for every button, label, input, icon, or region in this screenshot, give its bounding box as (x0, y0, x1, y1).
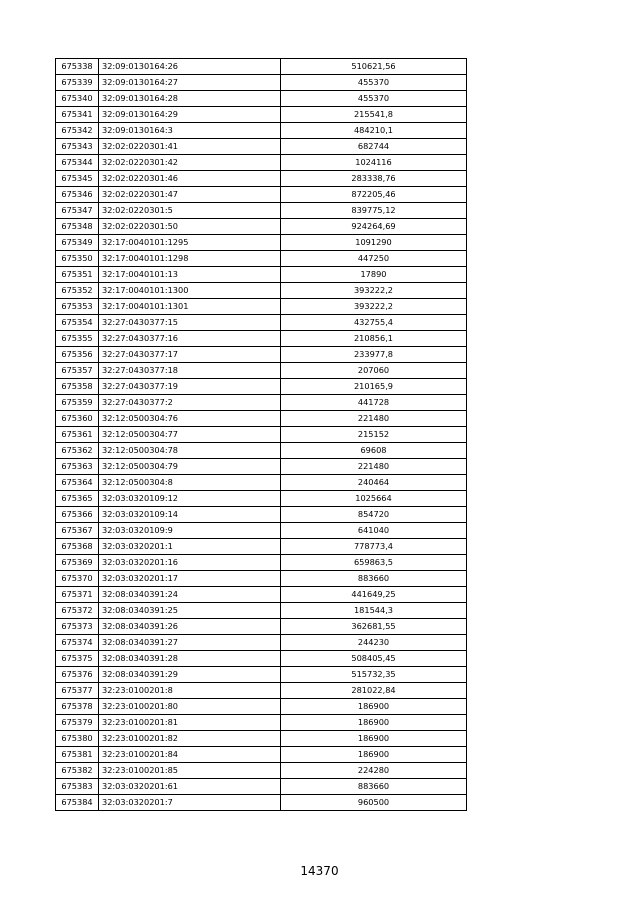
row-id-cell: 675354 (56, 315, 99, 331)
row-id-cell: 675356 (56, 347, 99, 363)
row-id-cell: 675373 (56, 619, 99, 635)
row-id-cell: 675365 (56, 491, 99, 507)
cadastral-value-cell: 244230 (281, 635, 467, 651)
cadastral-value-cell: 181544,3 (281, 603, 467, 619)
cadastral-number-cell: 32:27:0430377:17 (99, 347, 281, 363)
row-id-cell: 675355 (56, 331, 99, 347)
row-id-cell: 675379 (56, 715, 99, 731)
cadastral-number-cell: 32:27:0430377:15 (99, 315, 281, 331)
row-id-cell: 675346 (56, 187, 99, 203)
cadastral-value-table (55, 58, 467, 811)
table-row (56, 411, 467, 427)
row-id-cell: 675367 (56, 523, 99, 539)
cadastral-number-cell: 32:02:0220301:47 (99, 187, 281, 203)
cadastral-value-cell: 207060 (281, 363, 467, 379)
row-id-cell: 675351 (56, 267, 99, 283)
row-id-cell: 675342 (56, 123, 99, 139)
cadastral-number-cell: 32:23:0100201:81 (99, 715, 281, 731)
cadastral-number-cell: 32:02:0220301:42 (99, 155, 281, 171)
cadastral-value-cell: 778773,4 (281, 539, 467, 555)
row-id-cell: 675381 (56, 747, 99, 763)
table-row (56, 683, 467, 699)
cadastral-number-cell: 32:08:0340391:24 (99, 587, 281, 603)
table-row (56, 395, 467, 411)
row-id-cell: 675348 (56, 219, 99, 235)
table-row (56, 187, 467, 203)
cadastral-number-cell: 32:27:0430377:19 (99, 379, 281, 395)
cadastral-number-cell: 32:12:0500304:79 (99, 459, 281, 475)
cadastral-value-cell: 447250 (281, 251, 467, 267)
row-id-cell: 675368 (56, 539, 99, 555)
cadastral-number-cell: 32:03:0320201:7 (99, 795, 281, 811)
row-id-cell: 675359 (56, 395, 99, 411)
row-id-cell: 675376 (56, 667, 99, 683)
cadastral-value-cell: 186900 (281, 747, 467, 763)
table-row (56, 651, 467, 667)
cadastral-number-cell: 32:27:0430377:16 (99, 331, 281, 347)
cadastral-value-cell: 186900 (281, 715, 467, 731)
cadastral-number-cell: 32:17:0040101:13 (99, 267, 281, 283)
cadastral-number-cell: 32:03:0320201:1 (99, 539, 281, 555)
cadastral-value-cell: 186900 (281, 699, 467, 715)
cadastral-number-cell: 32:03:0320201:17 (99, 571, 281, 587)
row-id-cell: 675353 (56, 299, 99, 315)
cadastral-number-cell: 32:09:0130164:3 (99, 123, 281, 139)
cadastral-value-cell: 393222,2 (281, 299, 467, 315)
cadastral-value-cell: 215541,8 (281, 107, 467, 123)
table-row (56, 539, 467, 555)
cadastral-value-cell: 1025664 (281, 491, 467, 507)
table-row (56, 619, 467, 635)
table-row (56, 267, 467, 283)
cadastral-value-cell: 69608 (281, 443, 467, 459)
cadastral-number-cell: 32:02:0220301:5 (99, 203, 281, 219)
table-row (56, 171, 467, 187)
cadastral-value-cell: 455370 (281, 91, 467, 107)
row-id-cell: 675347 (56, 203, 99, 219)
table-row (56, 331, 467, 347)
table-row (56, 363, 467, 379)
cadastral-value-cell: 221480 (281, 411, 467, 427)
cadastral-number-cell: 32:09:0130164:27 (99, 75, 281, 91)
cadastral-number-cell: 32:03:0320201:16 (99, 555, 281, 571)
cadastral-value-cell: 883660 (281, 779, 467, 795)
cadastral-value-cell: 854720 (281, 507, 467, 523)
page-number: 14370 (300, 864, 339, 878)
cadastral-value-cell: 221480 (281, 459, 467, 475)
cadastral-value-cell: 515732,35 (281, 667, 467, 683)
table-row (56, 603, 467, 619)
table-row (56, 427, 467, 443)
table-row (56, 747, 467, 763)
cadastral-number-cell: 32:08:0340391:26 (99, 619, 281, 635)
table-row (56, 299, 467, 315)
cadastral-number-cell: 32:23:0100201:82 (99, 731, 281, 747)
row-id-cell: 675338 (56, 59, 99, 75)
row-id-cell: 675371 (56, 587, 99, 603)
cadastral-number-cell: 32:02:0220301:50 (99, 219, 281, 235)
cadastral-value-cell: 510621,56 (281, 59, 467, 75)
cadastral-number-cell: 32:03:0320109:12 (99, 491, 281, 507)
cadastral-value-cell: 215152 (281, 427, 467, 443)
row-id-cell: 675363 (56, 459, 99, 475)
table-row (56, 555, 467, 571)
row-id-cell: 675344 (56, 155, 99, 171)
cadastral-number-cell: 32:17:0040101:1298 (99, 251, 281, 267)
table-row (56, 443, 467, 459)
table-row (56, 139, 467, 155)
cadastral-value-cell: 960500 (281, 795, 467, 811)
row-id-cell: 675352 (56, 283, 99, 299)
row-id-cell: 675357 (56, 363, 99, 379)
row-id-cell: 675340 (56, 91, 99, 107)
table-row (56, 75, 467, 91)
row-id-cell: 675380 (56, 731, 99, 747)
row-id-cell: 675372 (56, 603, 99, 619)
cadastral-value-cell: 186900 (281, 731, 467, 747)
table-row (56, 587, 467, 603)
table-row (56, 235, 467, 251)
table-row (56, 731, 467, 747)
cadastral-value-cell: 210856,1 (281, 331, 467, 347)
cadastral-number-cell: 32:17:0040101:1300 (99, 283, 281, 299)
table-row (56, 315, 467, 331)
table-row (56, 491, 467, 507)
row-id-cell: 675360 (56, 411, 99, 427)
cadastral-value-cell: 441728 (281, 395, 467, 411)
table-row (56, 203, 467, 219)
row-id-cell: 675369 (56, 555, 99, 571)
table-body (56, 59, 467, 811)
row-id-cell: 675374 (56, 635, 99, 651)
cadastral-number-cell: 32:27:0430377:18 (99, 363, 281, 379)
cadastral-number-cell: 32:08:0340391:25 (99, 603, 281, 619)
row-id-cell: 675345 (56, 171, 99, 187)
table-row (56, 779, 467, 795)
table-row (56, 795, 467, 811)
cadastral-value-cell: 682744 (281, 139, 467, 155)
table-row (56, 635, 467, 651)
cadastral-number-cell: 32:08:0340391:28 (99, 651, 281, 667)
cadastral-value-cell: 839775,12 (281, 203, 467, 219)
cadastral-value-cell: 441649,25 (281, 587, 467, 603)
cadastral-value-cell: 1024116 (281, 155, 467, 171)
cadastral-value-cell: 393222,2 (281, 283, 467, 299)
cadastral-number-cell: 32:23:0100201:85 (99, 763, 281, 779)
cadastral-value-cell: 432755,4 (281, 315, 467, 331)
cadastral-value-cell: 283338,76 (281, 171, 467, 187)
cadastral-number-cell: 32:08:0340391:27 (99, 635, 281, 651)
cadastral-number-cell: 32:17:0040101:1301 (99, 299, 281, 315)
row-id-cell: 675358 (56, 379, 99, 395)
table-row (56, 571, 467, 587)
cadastral-value-cell: 455370 (281, 75, 467, 91)
cadastral-value-cell: 1091290 (281, 235, 467, 251)
cadastral-value-cell: 224280 (281, 763, 467, 779)
cadastral-value-cell: 883660 (281, 571, 467, 587)
cadastral-number-cell: 32:17:0040101:1295 (99, 235, 281, 251)
cadastral-number-cell: 32:03:0320109:9 (99, 523, 281, 539)
cadastral-number-cell: 32:27:0430377:2 (99, 395, 281, 411)
cadastral-number-cell: 32:09:0130164:29 (99, 107, 281, 123)
row-id-cell: 675341 (56, 107, 99, 123)
cadastral-number-cell: 32:12:0500304:77 (99, 427, 281, 443)
row-id-cell: 675370 (56, 571, 99, 587)
cadastral-value-cell: 484210,1 (281, 123, 467, 139)
cadastral-value-cell: 641040 (281, 523, 467, 539)
cadastral-number-cell: 32:03:0320109:14 (99, 507, 281, 523)
row-id-cell: 675339 (56, 75, 99, 91)
table-row (56, 459, 467, 475)
row-id-cell: 675378 (56, 699, 99, 715)
table-row (56, 219, 467, 235)
row-id-cell: 675349 (56, 235, 99, 251)
cadastral-value-cell: 508405,45 (281, 651, 467, 667)
cadastral-number-cell: 32:02:0220301:46 (99, 171, 281, 187)
cadastral-value-cell: 924264,69 (281, 219, 467, 235)
cadastral-number-cell: 32:12:0500304:76 (99, 411, 281, 427)
table-row (56, 507, 467, 523)
table-row (56, 347, 467, 363)
row-id-cell: 675364 (56, 475, 99, 491)
table-row (56, 123, 467, 139)
cadastral-value-cell: 281022,84 (281, 683, 467, 699)
row-id-cell: 675382 (56, 763, 99, 779)
cadastral-number-cell: 32:03:0320201:61 (99, 779, 281, 795)
table-row (56, 379, 467, 395)
cadastral-value-cell: 240464 (281, 475, 467, 491)
cadastral-value-cell: 17890 (281, 267, 467, 283)
cadastral-number-cell: 32:23:0100201:8 (99, 683, 281, 699)
row-id-cell: 675375 (56, 651, 99, 667)
row-id-cell: 675384 (56, 795, 99, 811)
cadastral-value-cell: 362681,55 (281, 619, 467, 635)
table-row (56, 251, 467, 267)
cadastral-number-cell: 32:12:0500304:78 (99, 443, 281, 459)
cadastral-value-cell: 233977,8 (281, 347, 467, 363)
cadastral-number-cell: 32:23:0100201:84 (99, 747, 281, 763)
cadastral-value-cell: 210165,9 (281, 379, 467, 395)
table-row (56, 155, 467, 171)
table-row (56, 699, 467, 715)
row-id-cell: 675343 (56, 139, 99, 155)
row-id-cell: 675361 (56, 427, 99, 443)
cadastral-number-cell: 32:23:0100201:80 (99, 699, 281, 715)
cadastral-number-cell: 32:08:0340391:29 (99, 667, 281, 683)
table-row (56, 523, 467, 539)
table-row (56, 715, 467, 731)
table-row (56, 475, 467, 491)
table-row (56, 667, 467, 683)
cadastral-number-cell: 32:12:0500304:8 (99, 475, 281, 491)
cadastral-value-cell: 872205,46 (281, 187, 467, 203)
cadastral-number-cell: 32:02:0220301:41 (99, 139, 281, 155)
row-id-cell: 675383 (56, 779, 99, 795)
table-row (56, 763, 467, 779)
cadastral-number-cell: 32:09:0130164:26 (99, 59, 281, 75)
table-row (56, 107, 467, 123)
table-row (56, 91, 467, 107)
table-row (56, 283, 467, 299)
row-id-cell: 675366 (56, 507, 99, 523)
table-row (56, 59, 467, 75)
cadastral-value-cell: 659863,5 (281, 555, 467, 571)
cadastral-number-cell: 32:09:0130164:28 (99, 91, 281, 107)
row-id-cell: 675350 (56, 251, 99, 267)
row-id-cell: 675362 (56, 443, 99, 459)
row-id-cell: 675377 (56, 683, 99, 699)
